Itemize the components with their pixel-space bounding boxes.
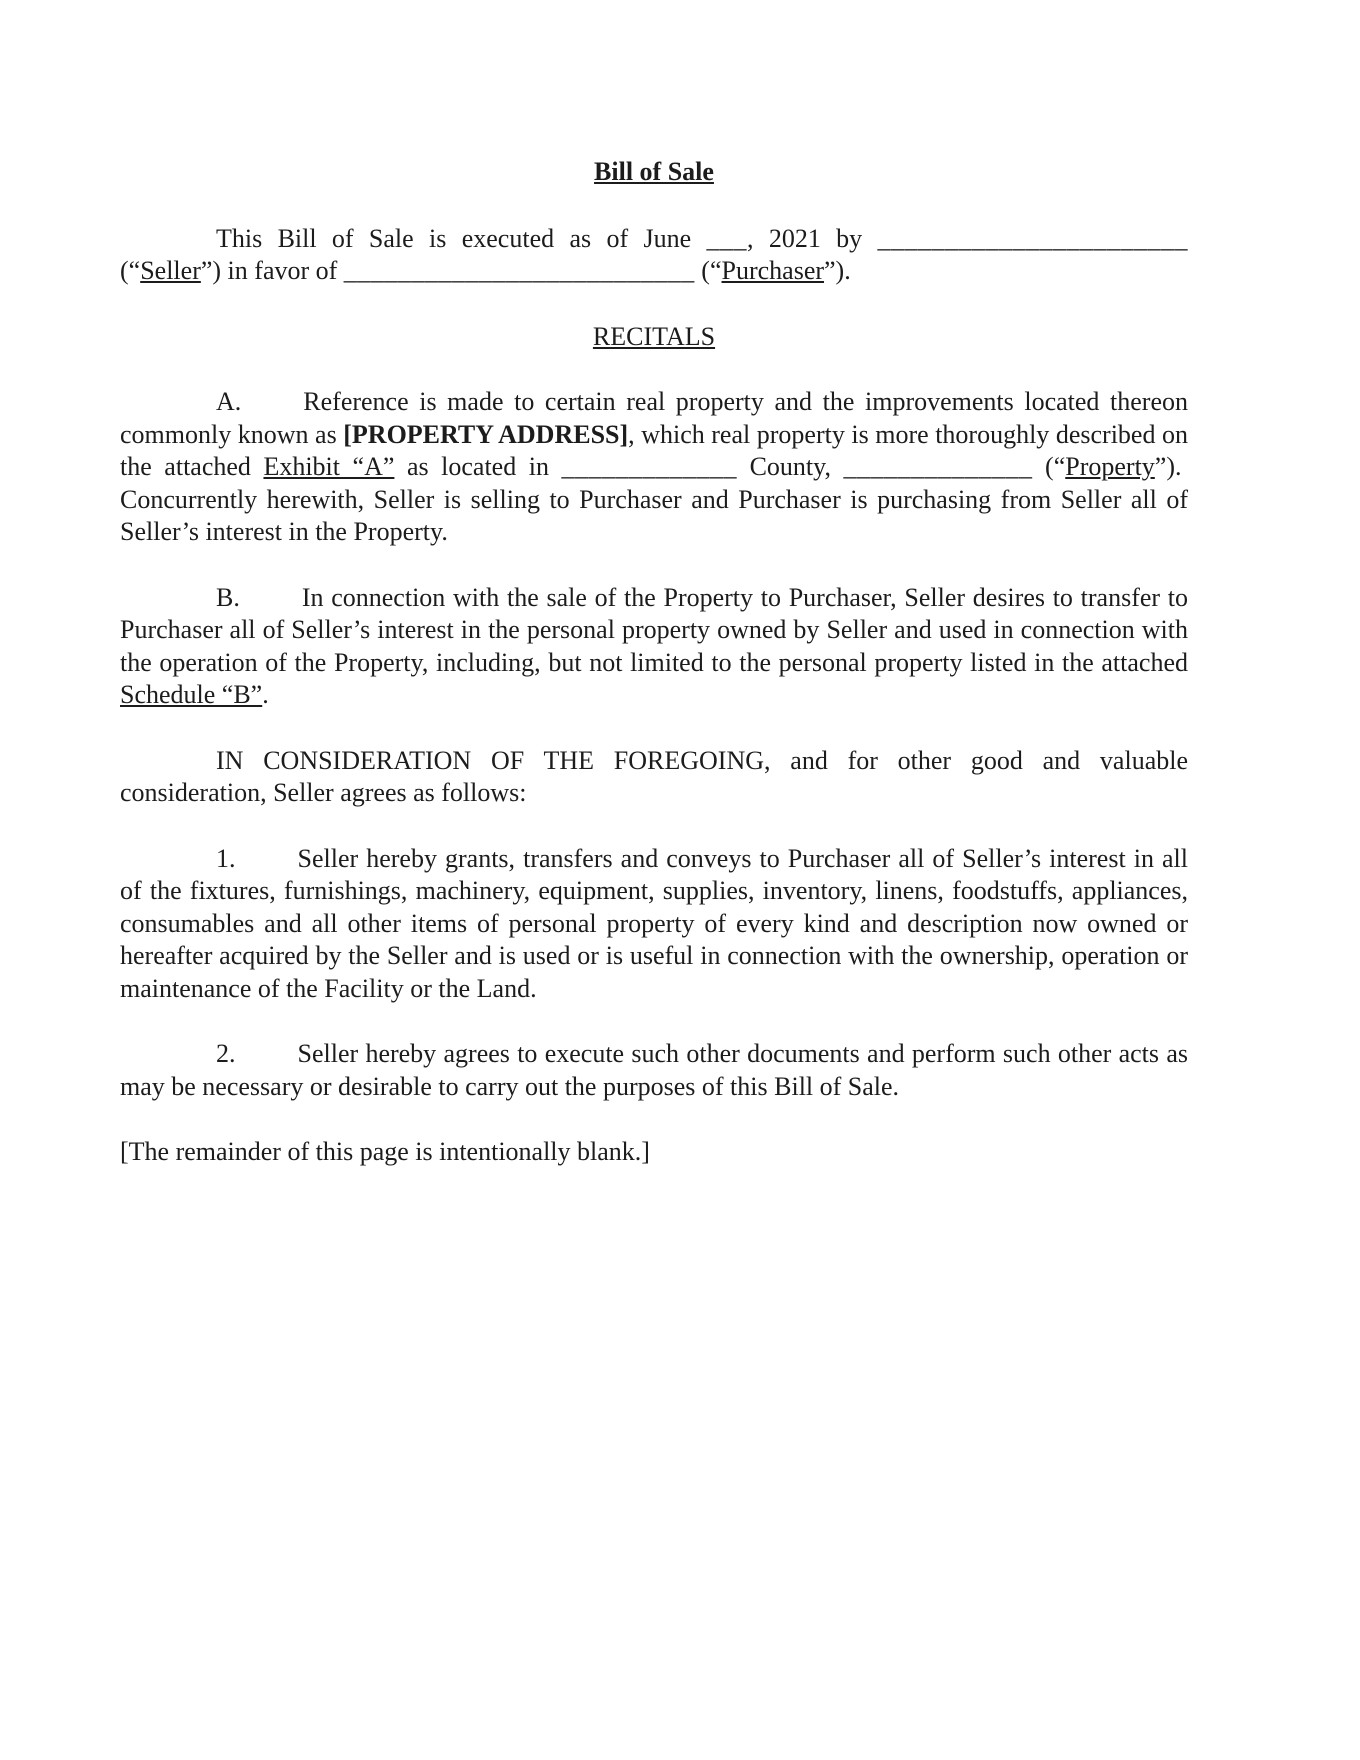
recital-a-paragraph (120, 386, 1188, 549)
date-blank-line: ___ (706, 223, 747, 253)
text-run: ”). (824, 256, 851, 285)
text-run: as located in (394, 452, 562, 481)
text-run: (“ (1032, 452, 1066, 481)
item-1-paragraph (120, 843, 1188, 1006)
recital-a-label: A. (216, 387, 242, 416)
recitals-heading: RECITALS (592, 321, 716, 351)
state-blank-line: ______________ (843, 452, 1033, 481)
item-2-number: 2. (216, 1039, 236, 1068)
document-title: Bill of Sale (594, 157, 714, 186)
recital-b-paragraph (120, 582, 1188, 712)
text-run: , 2021 by (746, 223, 878, 253)
seller-defined-term: Seller (140, 256, 201, 285)
schedule-b-reference: Schedule “B” (120, 680, 263, 709)
text-run: . (262, 680, 269, 709)
seller-name-blank-line: _______________________ (877, 223, 1189, 253)
recital-b-label: B. (216, 582, 240, 612)
page-blank-note: [The remainder of this page is intentionally blank.] (120, 1137, 650, 1166)
text-run: ”). Concurrently herewith, Seller is selling to Purchaser and Purchaser is purchasing from Seller all of Seller’s interest in the Property. (120, 452, 1188, 546)
item-1-number: 1. (216, 843, 236, 873)
item-2-paragraph (120, 1038, 1188, 1103)
text-run: IN CONSIDERATION OF THE FOREGOING, and for other good and valuable consideration, Seller agrees as follows: (120, 745, 1188, 807)
property-defined-term: Property (1065, 452, 1155, 481)
text-run: This Bill of Sale is executed as of June (216, 223, 707, 253)
text-run: (“ (694, 256, 722, 285)
text-run: , which real property is more thoroughly described on the attached (120, 419, 1188, 481)
text-run: County, (737, 452, 844, 481)
text-run: Seller hereby agrees to execute such other documents and perform such other acts as may be necessary or desirable to carry out the purposes of this Bill of Sale. (120, 1039, 1188, 1101)
property-address-placeholder: [PROPERTY ADDRESS] (343, 419, 629, 449)
text-run: ”) in favor of (200, 256, 344, 285)
text-run: Reference is made to certain real property and the improvements located thereon commonly known as (120, 387, 1188, 449)
text-run: (“ (120, 256, 141, 285)
text-run: In connection with the sale of the Property to Purchaser, Seller desires to transfer to Purchaser all of Seller’s interest in the personal property owned by Seller and used in connection with the operation of the Property, including, but not limited to the personal property listed in the attached (120, 582, 1188, 677)
text-run: Seller hereby grants, transfers and conveys to Purchaser all of Seller’s interest in all of the fixtures, furnishings, machinery, equipment, supplies, inventory, linens, foodstuffs, appliances, consumables and all other items of personal property of every kind and description now owned or hereafter acquired by the Seller and is used or is useful in connection with the ownership, operation or maintenance of the Facility or the Land. (120, 843, 1188, 1003)
intro-paragraph (120, 223, 1188, 288)
county-blank-line: _____________ (561, 452, 738, 481)
exhibit-a-reference: Exhibit “A” (263, 452, 395, 481)
purchaser-name-blank-line: __________________________ (343, 256, 695, 285)
purchaser-defined-term: Purchaser (721, 256, 825, 285)
consideration-paragraph (120, 745, 1188, 810)
